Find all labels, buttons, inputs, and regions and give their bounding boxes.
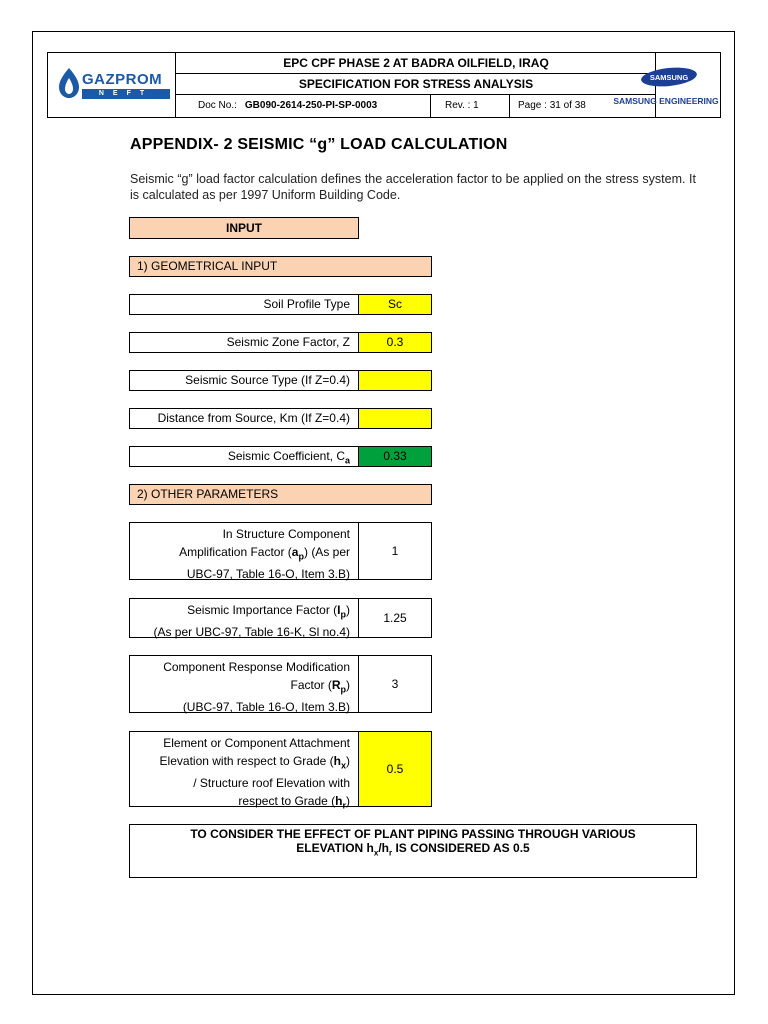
zone-factor-label: Seismic Zone Factor, Z xyxy=(129,332,359,353)
section-other-parameters: 2) OTHER PARAMETERS xyxy=(129,484,432,505)
doc-number-label: Doc No.: xyxy=(198,100,237,111)
seismic-coefficient-sub: a xyxy=(344,455,350,466)
note-line2a: ELEVATION h xyxy=(296,841,374,855)
page-title: APPENDIX- 2 SEISMIC “g” LOAD CALCULATION xyxy=(130,136,508,153)
hr-symbol: h xyxy=(335,794,343,809)
rp-line2b: ) xyxy=(346,678,350,692)
ip-symbol: I xyxy=(337,603,341,617)
source-type-value[interactable] xyxy=(358,370,432,391)
ip-line2: (As per UBC-97, Table 16-K, Sl no.4) xyxy=(153,625,350,640)
samsung-logo-icon xyxy=(640,66,698,88)
note-line2 xyxy=(130,841,696,860)
seismic-coefficient-text: Seismic Coefficient, C xyxy=(227,449,345,463)
gazprom-neft-band: NEFT xyxy=(82,89,170,99)
source-distance-value[interactable] xyxy=(358,408,432,429)
hx-line4 xyxy=(136,792,350,814)
importance-factor-value: 1.25 xyxy=(358,598,432,638)
input-header: INPUT xyxy=(129,217,359,239)
gazprom-wordmark: GAZPROM xyxy=(82,71,163,88)
elevation-ratio-value[interactable]: 0.5 xyxy=(358,731,432,807)
seismic-coefficient-label xyxy=(129,446,359,467)
ip-line1a: Seismic Importance Factor ( xyxy=(187,603,338,617)
importance-factor-label xyxy=(129,598,359,638)
note-slash: /h xyxy=(378,841,389,855)
hx-line1: Element or Component Attachment xyxy=(163,736,350,750)
amplification-factor-label xyxy=(129,522,359,580)
rp-line3: (UBC-97, Table 16-O, Item 3.B) xyxy=(182,700,350,715)
ip-line1b: ) xyxy=(346,603,350,617)
amplification-factor-value: 1 xyxy=(358,522,432,580)
hx-line4b: ) xyxy=(346,794,350,809)
seismic-coefficient-value: 0.33 xyxy=(358,446,432,467)
page-number: Page : 31 of 38 xyxy=(518,100,586,111)
hx-symbol: h xyxy=(333,754,341,768)
rp-symbol: R xyxy=(331,678,341,692)
zone-factor-value[interactable]: 0.3 xyxy=(358,332,432,353)
rp-line1: Component Response Modification xyxy=(163,660,350,674)
gazprom-flame-icon xyxy=(56,66,82,100)
hx-line2 xyxy=(136,752,350,774)
project-title: EPC CPF PHASE 2 AT BADRA OILFIELD, IRAQ xyxy=(176,53,656,74)
source-distance-label: Distance from Source, Km (If Z=0.4) xyxy=(129,408,359,429)
ap-line2b: ) (As per xyxy=(303,545,350,559)
rp-line2a: Factor ( xyxy=(290,678,332,692)
hx-line3: / Structure roof Elevation with xyxy=(193,776,350,791)
hr-sub: r xyxy=(342,800,346,811)
response-modification-value: 3 xyxy=(358,655,432,713)
doc-number: GB090-2614-250-PI-SP-0003 xyxy=(244,100,378,111)
note-sub-x: x xyxy=(373,848,379,858)
samsung-engineering-text: SAMSUNG ENGINEERING xyxy=(613,96,719,106)
elevation-ratio-label xyxy=(129,731,359,811)
hx-sub: x xyxy=(340,760,346,771)
doc-number-cell xyxy=(176,95,431,117)
soil-profile-value[interactable]: Sc xyxy=(358,294,432,315)
note-line2b: IS CONSIDERED AS 0.5 xyxy=(392,841,530,855)
note-line1: TO CONSIDER THE EFFECT OF PLANT PIPING PASSING THROUGH VARIOUS xyxy=(190,827,636,841)
note-sub-r: r xyxy=(388,848,393,858)
header-info xyxy=(176,53,656,117)
ip-sub: p xyxy=(340,609,346,620)
rp-sub: p xyxy=(340,684,346,695)
ap-line1: In Structure Component xyxy=(222,527,350,541)
hx-line4a: respect to Grade ( xyxy=(238,794,336,809)
ap-line2 xyxy=(136,543,350,565)
doc-info-row xyxy=(176,95,656,117)
samsung-oval-word: SAMSUNG xyxy=(649,73,689,82)
ap-symbol: a xyxy=(291,545,299,559)
response-modification-label xyxy=(129,655,359,713)
hx-line2b: ) xyxy=(346,754,350,768)
ip-line1 xyxy=(136,601,350,623)
document-header xyxy=(47,52,721,118)
ap-line3: UBC-97, Table 16-O, Item 3.B) xyxy=(186,567,350,582)
rp-line2 xyxy=(136,676,350,698)
section-geometrical-input: 1) GEOMETRICAL INPUT xyxy=(129,256,432,277)
elevation-note xyxy=(129,824,697,878)
source-type-label: Seismic Source Type (If Z=0.4) xyxy=(129,370,359,391)
hx-line2a: Elevation with respect to Grade ( xyxy=(159,754,334,768)
ap-sub: p xyxy=(298,551,304,562)
revision: Rev. : 1 xyxy=(431,95,510,117)
ap-line2a: Amplification Factor ( xyxy=(179,545,292,559)
soil-profile-label: Soil Profile Type xyxy=(129,294,359,315)
spec-title: SPECIFICATION FOR STRESS ANALYSIS xyxy=(176,74,656,95)
intro-paragraph: Seismic “g” load factor calculation defines the acceleration factor to be applied on the stress system. It is calculated as per 1997 Uniform Building Code. xyxy=(130,172,696,202)
gazprom-logo xyxy=(48,53,176,117)
